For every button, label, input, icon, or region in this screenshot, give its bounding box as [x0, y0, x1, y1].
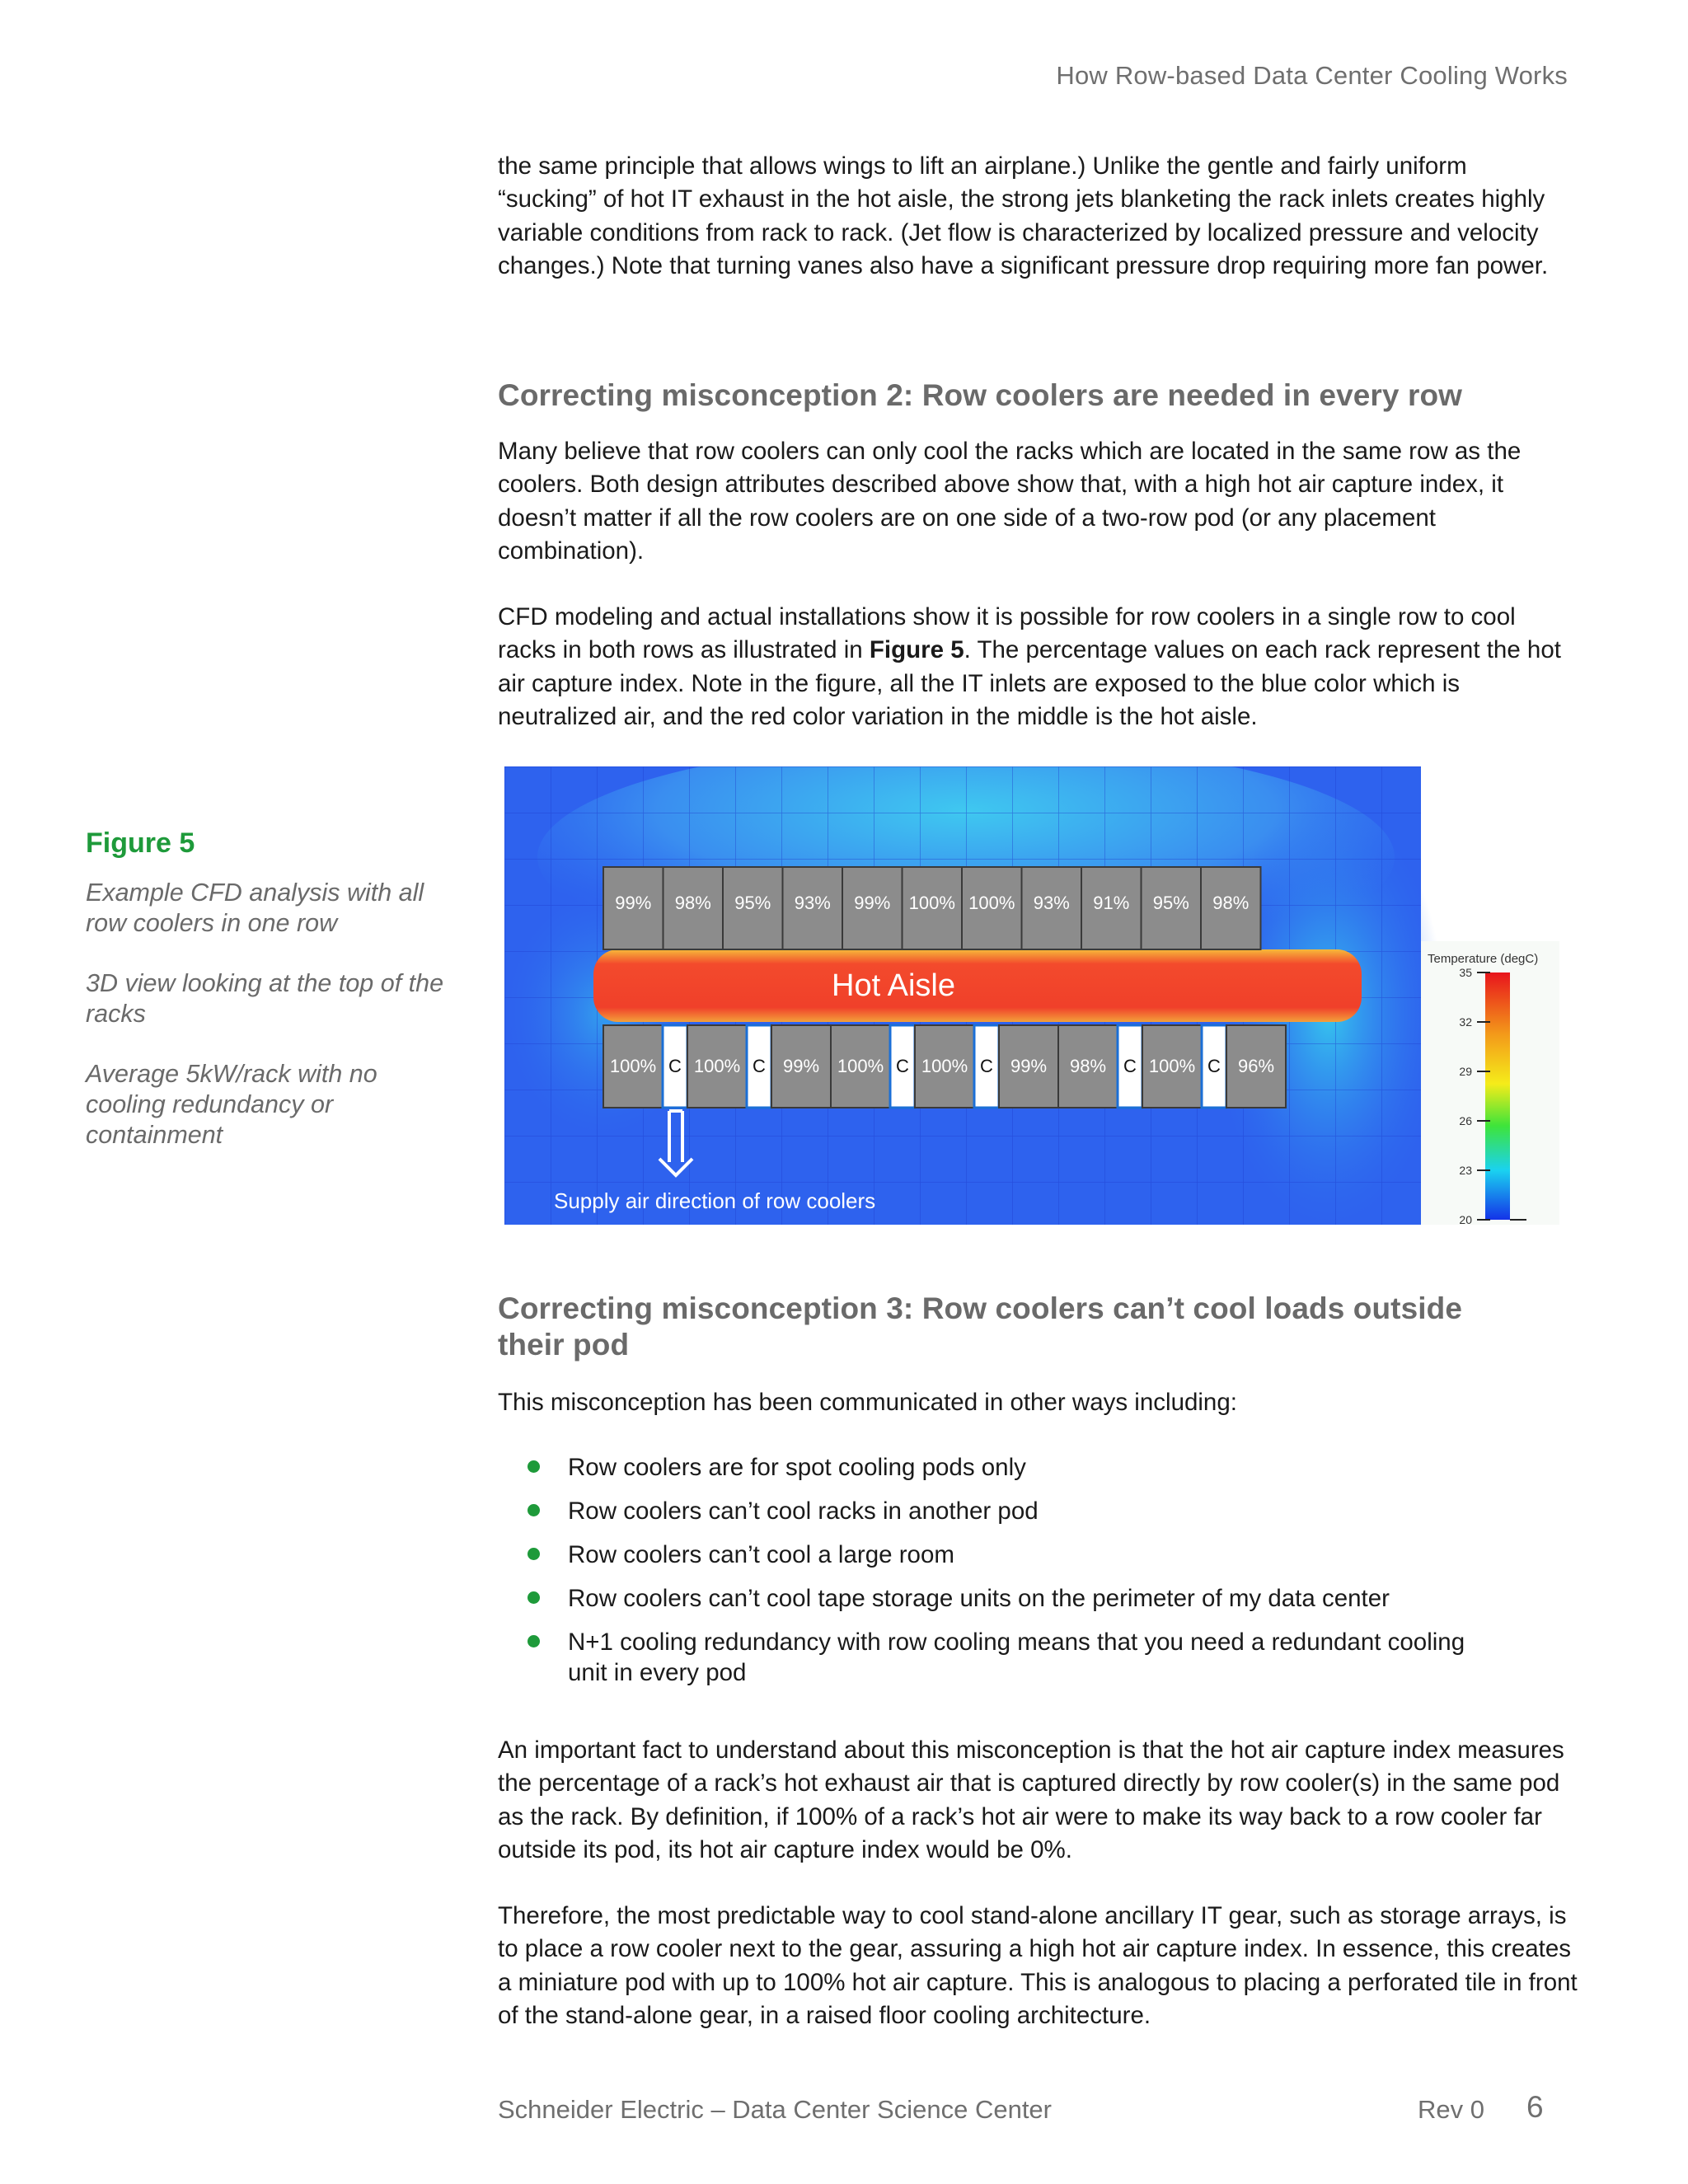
legend-colorbar	[1485, 972, 1510, 1220]
rack-capture-value: 98%	[1069, 1056, 1107, 1076]
bullet-dot-icon	[528, 1591, 540, 1604]
bottom-rack	[915, 1025, 974, 1108]
legend-tick-label: 20	[1459, 1213, 1472, 1225]
legend-tick-label: 35	[1459, 966, 1472, 979]
rack-capture-value: 99%	[615, 893, 652, 913]
running-header: How Row-based Data Center Cooling Works	[1056, 61, 1568, 90]
top-rack	[1142, 867, 1202, 949]
top-rack	[723, 867, 783, 949]
bottom-rack	[603, 1025, 663, 1108]
top-rack	[783, 867, 843, 949]
figure-caption-2: 3D view looking at the top of the racks	[86, 969, 444, 1028]
legend-tick-label: 32	[1459, 1015, 1472, 1029]
rack-capture-value: 91%	[1093, 893, 1130, 913]
row-cooler	[1118, 1025, 1142, 1108]
page-number: 6	[1526, 2090, 1544, 2124]
row-cooler	[974, 1025, 999, 1108]
bottom-rack	[687, 1025, 747, 1108]
rack-capture-value: 100%	[1148, 1056, 1196, 1076]
bottom-rack	[771, 1025, 831, 1108]
section-2-heading: Correcting misconception 2: Row coolers are needed in every row	[498, 378, 1463, 412]
bullet-list	[498, 1452, 1536, 1688]
section-3-body-2	[498, 1900, 1578, 2033]
top-rack	[1081, 867, 1142, 949]
list-item: Row coolers can’t cool tape storage units on the perimeter of my data center	[498, 1583, 1536, 1614]
section-3-lead-block	[498, 1386, 1569, 1419]
section-2	[498, 377, 1569, 414]
bullet-dot-icon	[528, 1504, 540, 1516]
cooler-label: C	[896, 1056, 909, 1076]
cooler-label: C	[1123, 1056, 1137, 1076]
section-3-body-1	[498, 1734, 1578, 1868]
section-3-bullets	[498, 1452, 1536, 1701]
legend-title: Temperature (degC)	[1428, 952, 1539, 966]
section-2-paragraph-1: Many believe that row coolers can only cool the racks which are located in the same row as the coolers. Both design attributes described above show that, with a high hot air capture index, it doesn’t matter if all the row coolers are on one side of a two-row pod (or any placement combination).	[498, 438, 1522, 565]
supply-air-label: Supply air direction of row coolers	[554, 1188, 876, 1213]
rack-capture-value: 98%	[1212, 893, 1250, 913]
row-cooler	[890, 1025, 915, 1108]
cfd-figure	[504, 766, 1559, 1225]
hot-aisle-label: Hot Aisle	[832, 968, 955, 1003]
rack-capture-value: 99%	[854, 893, 891, 913]
figure-caption-3: Average 5kW/rack with no cooling redundancy or containment	[86, 1060, 377, 1149]
bottom-rack	[1058, 1025, 1118, 1108]
figure-reference: Figure 5	[869, 636, 964, 664]
rack-capture-value: 100%	[609, 1056, 657, 1076]
list-item: Row coolers can’t cool a large room	[498, 1540, 1536, 1570]
rack-capture-value: 100%	[908, 893, 955, 913]
top-rack	[903, 867, 963, 949]
rack-capture-value: 100%	[968, 893, 1015, 913]
list-item: Row coolers can’t cool racks in another pod	[498, 1496, 1536, 1526]
top-rack	[1201, 867, 1261, 949]
top-rack	[663, 867, 724, 949]
bottom-rack	[1142, 1025, 1202, 1108]
list-item: N+1 cooling redundancy with row cooling means that you need a redundant cooling unit in every pod	[498, 1627, 1536, 1688]
cooler-label: C	[980, 1056, 993, 1076]
bullet-dot-icon	[528, 1635, 540, 1647]
footer-publisher: Schneider Electric – Data Center Science Center	[498, 2095, 1052, 2124]
legend-tick-label: 23	[1459, 1164, 1472, 1177]
section-3-heading-line-1: Correcting misconception 3: Row coolers can’t cool loads outside	[498, 1291, 1463, 1325]
section-3-paragraph-2: Therefore, the most predictable way to cool stand-alone ancillary IT gear, such as storage arrays, is to place a row cooler next to the gear, assuring a high hot air capture index. In essence, this creates a miniature pod with up to 100% hot air capture. This is analogous to placing a perforated tile in front of the stand-alone gear, in a raised floor cooling architecture.	[498, 1902, 1578, 2030]
section-3-heading-line-2: their pod	[498, 1328, 630, 1361]
figure-caption-1: Example CFD analysis with all row coolers in one row	[86, 879, 424, 937]
cooler-label: C	[753, 1056, 766, 1076]
top-rack	[962, 867, 1022, 949]
bottom-rack	[999, 1025, 1058, 1108]
bottom-rack	[831, 1025, 890, 1108]
top-rack	[842, 867, 903, 949]
section-2-body-2	[498, 601, 1569, 734]
top-rack	[603, 867, 663, 949]
rack-capture-value: 100%	[837, 1056, 884, 1076]
section-3-heading	[498, 1291, 1569, 1363]
figure-label: Figure 5	[86, 827, 195, 859]
bottom-rack-row	[603, 1025, 1286, 1108]
top-rack	[1022, 867, 1082, 949]
section-2-paragraph-2	[498, 601, 1569, 734]
section-3-paragraph-1: An important fact to understand about this misconception is that the hot air capture index measures the percentage of a rack’s hot exhaust air that is captured directly by row cooler(s) in the same pod as the rack. By definition, if 100% of a rack’s hot air were to make its way back to a row cooler far outside its pod, its hot air capture index would be 0%.	[498, 1736, 1564, 1864]
section-2-body	[498, 435, 1569, 569]
bullet-dot-icon	[528, 1548, 540, 1560]
rack-capture-value: 96%	[1237, 1056, 1275, 1076]
section-2-text-b: . The percentage values on each rack represent the hot air capture index. Note in the figure, all the IT inlets are exposed to the blue color which is neutralized air, and the red color variation in the middle is the hot aisle.	[498, 636, 1561, 731]
list-item: Row coolers are for spot cooling pods only	[498, 1452, 1536, 1483]
rack-capture-value: 95%	[734, 893, 771, 913]
rack-capture-value: 93%	[794, 893, 831, 913]
rack-capture-value: 95%	[1152, 893, 1189, 913]
row-cooler	[1202, 1025, 1226, 1108]
section-3	[498, 1291, 1569, 1363]
legend-tick-label: 26	[1459, 1114, 1472, 1127]
bottom-rack	[1226, 1025, 1286, 1108]
rack-capture-value: 99%	[1010, 1056, 1048, 1076]
top-rack-row	[603, 867, 1261, 949]
intro-paragraph: the same principle that allows wings to lift an airplane.) Unlike the gentle and fairly uniform “sucking” of hot IT exhaust in the hot aisle, the strong jets blanketing the rack inlets creates highly variable conditions from rack to rack. (Jet flow is characterized by localized pressure and velocity changes.) Note that turning vanes also have a significant pressure drop requiring more fan power.	[498, 152, 1549, 280]
cooler-label: C	[668, 1056, 682, 1076]
rack-capture-value: 99%	[782, 1056, 820, 1076]
footer-revision: Rev 0	[1418, 2095, 1484, 2124]
figure-sidebar	[86, 827, 448, 1151]
rack-capture-value: 98%	[674, 893, 711, 913]
rack-capture-value: 100%	[693, 1056, 741, 1076]
section-3-lead: This misconception has been communicated in other ways including:	[498, 1389, 1237, 1416]
bullet-dot-icon	[528, 1460, 540, 1473]
rack-capture-value: 93%	[1033, 893, 1070, 913]
rack-capture-value: 100%	[921, 1056, 968, 1076]
legend-tick-label: 29	[1459, 1065, 1472, 1078]
section-2-text-a: CFD modeling and actual installations show it is possible for row coolers in a single row to cool racks in both rows as illustrated in	[498, 603, 1516, 664]
hot-aisle-zone	[593, 949, 1362, 1022]
row-cooler	[663, 1025, 687, 1108]
row-cooler	[747, 1025, 771, 1108]
intro-block	[498, 150, 1569, 284]
cooler-label: C	[1207, 1056, 1221, 1076]
